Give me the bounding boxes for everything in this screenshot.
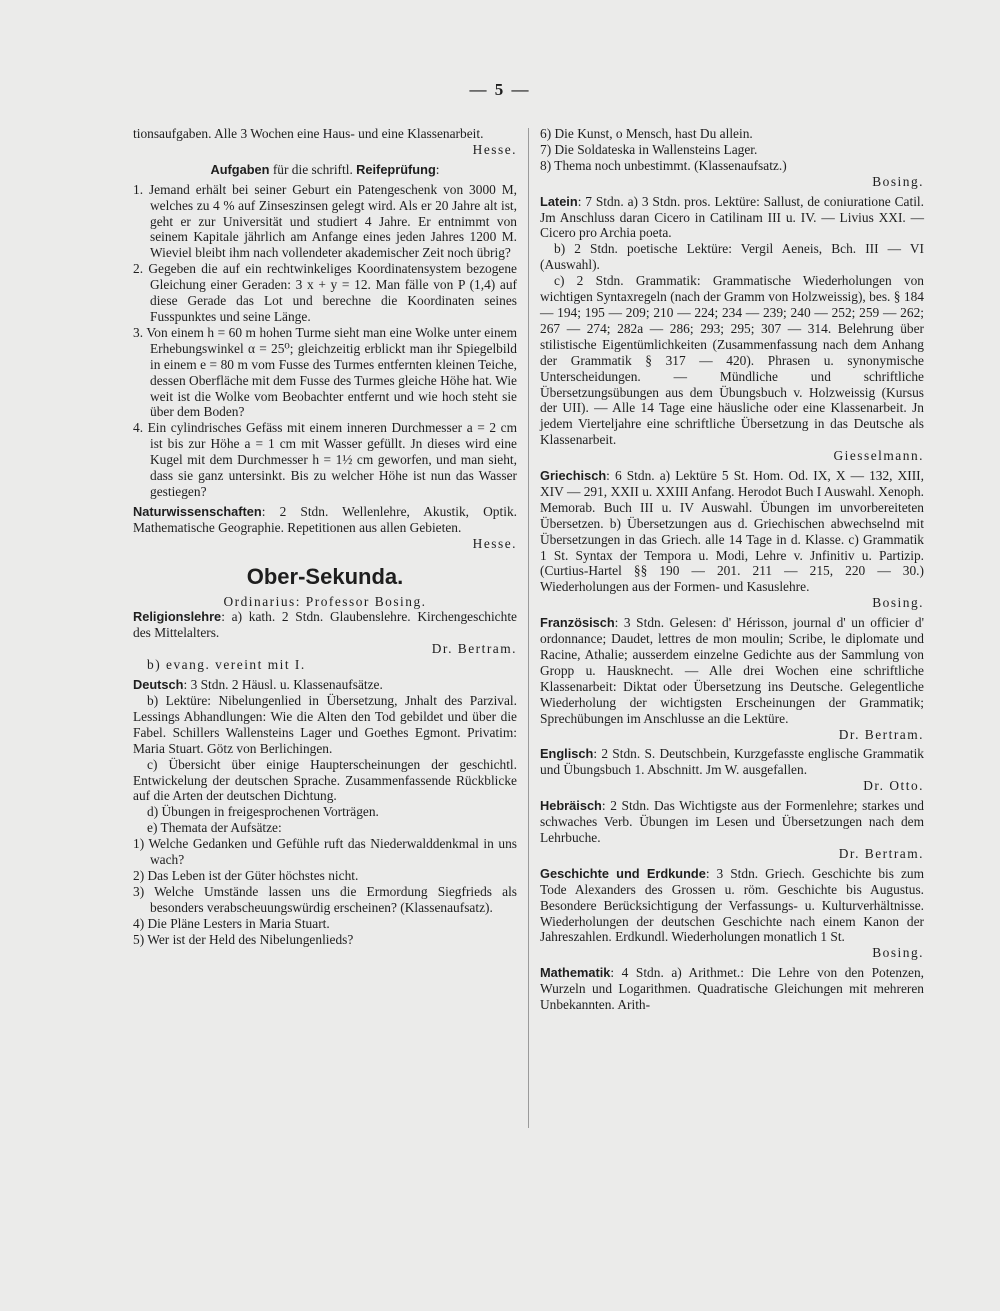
- englisch-signature: Dr. Otto.: [863, 778, 924, 794]
- latein-paragraph: [540, 194, 924, 242]
- religion-label: Religionslehre: [133, 609, 222, 625]
- intro-text: tionsaufgaben. Alle 3 Wochen eine Haus- und eine Klassenarbeit.: [133, 126, 484, 141]
- religion-paragraph: [133, 609, 517, 641]
- aufgaben-mid: für die schriftl.: [269, 161, 357, 177]
- deutsch-label: Deutsch: [133, 677, 184, 693]
- geschichte-text: : 3 Stdn. Griech. Geschichte bis zum Tode Alexanders des Grossen u. röm. Geschichte bis Augustus. Besondere Berücksichtigung der Verfassungs- u. Kulturverhältnisse. Wiederholungen der deutschen Geschichte nach einem Kanon der Jahreszahlen. Erdkundl. Wiederholungen monatlich 1 St.: [540, 865, 924, 945]
- problem-1: [133, 182, 517, 262]
- theme-num: 1): [133, 836, 145, 852]
- theme-text: Die Kunst, o Mensch, hast Du allein.: [554, 126, 753, 141]
- religion-signature: Dr. Bertram.: [431, 641, 517, 657]
- theme-7: [540, 142, 924, 158]
- theme-8: [540, 158, 924, 174]
- reifepruefung-label: Reifeprüfung: [356, 161, 436, 177]
- theme-text: Die Soldateska in Wallensteins Lager.: [554, 141, 758, 157]
- latein-c: c) 2 Stdn. Grammatik: Grammatische Wiederholungen von wichtigen Syntaxregeln (nach der Gramm von Holzweissig), bes. § 184 — 194; 195 — 209; 210 — 224; 234 — 239; 240 — 252; 259 — 262; 267 — 274; 282a — 286; 293; 295; 307 — 314. Belehrung über stilistische Eigentümlichkeiten (Zusammenfassung nach dem Anhang der Grammatik § 317 — 420). Phrasen u. synonymische Unterscheidungen. — Mündliche und schriftliche Übersetzungsübungen aus dem Übungsbuch v. Holzweissig (Kursus der UII). — Alle 14 Tage eine häusliche oder eine Klassenarbeit. Jn jedem Vierteljahre eine schriftliche Übersetzung in das Deutsche als Klassenarbeit.: [540, 273, 924, 448]
- deutsch-text: : 3 Stdn. 2 Häusl. u. Klassenaufsätze.: [183, 677, 383, 693]
- naturwissenschaften-paragraph: [133, 504, 517, 536]
- mathematik-label: Mathematik: [540, 965, 611, 981]
- problem-num: 4.: [133, 420, 144, 436]
- hebraeisch-paragraph: [540, 798, 924, 846]
- section-title: Ober-Sekunda.: [246, 563, 404, 589]
- aufgaben-heading: [133, 162, 517, 178]
- theme-text: Welche Gedanken und Gefühle ruft das Niederwalddenkmal in uns wach?: [148, 836, 518, 868]
- aufgaben-colon: :: [435, 161, 440, 177]
- hebraeisch-signature: Dr. Bertram.: [838, 845, 924, 861]
- latein-text: : 7 Stdn. a) 3 Stdn. pros. Lektüre: Sallust, de coniuratione Catil. Jm Anschluss daran Cicero in Catilinam III u. IV. — Livius XXI. — Cicero pro Archia poeta.: [540, 193, 924, 241]
- englisch-paragraph: [540, 746, 924, 778]
- problem-2: [133, 261, 517, 325]
- griechisch-paragraph: [540, 468, 924, 595]
- theme-5: [133, 932, 517, 948]
- problem-num: 2.: [133, 261, 144, 277]
- problem-3: [133, 325, 517, 420]
- naturwissenschaften-signature: Hesse.: [472, 535, 517, 551]
- problem-num: 3.: [133, 324, 144, 340]
- aufgaben-label: Aufgaben: [210, 161, 270, 177]
- deutsch-b: b) Lektüre: Nibelungenlied in Übersetzung, Jnhalt des Parzival. Lessings Abhandlungen: Wie die Alten den Tod gebildet und über die Fabel. Schillers Wallensteins Lager und Goethes Egmont. Privatim: Maria Stuart. Götz von Berlichingen.: [133, 693, 517, 756]
- theme-num: 7): [540, 141, 552, 157]
- geschichte-label: Geschichte und Erdkunde: [540, 865, 706, 881]
- problem-text: Jemand erhält bei seiner Geburt ein Patengeschenk von 3000 M, welches zu 4 % auf Zinseszinsen gelegt wird. Als er 20 Jahre alt ist, geht er zur Universität und studiert 4 Jahre. Er entnimmt von seinem Kapitale jährlich am Anfange eines jeden Jahres 1200 M. Wieviel bleibt ihm nach vollendeter akademischer Zeit noch übrig?: [148, 181, 517, 261]
- problem-text: Gegeben die auf ein rechtwinkeliges Koordinatensystem bezogene Gleichung einer Geraden: 3 x + y = 12. Man fälle von P (1,4) auf diese Gerade das Lot und berechne die Koordinaten seines Fusspunktes und seine Länge.: [148, 261, 517, 324]
- religion-text: : a) kath. 2 Stdn. Glaubenslehre. Kirchengeschichte des Mittelalters.: [133, 609, 517, 641]
- theme-num: 6): [540, 126, 552, 141]
- theme-text: Die Pläne Lesters in Maria Stuart.: [147, 915, 330, 931]
- franzoesisch-paragraph: [540, 615, 924, 726]
- theme-num: 5): [133, 931, 145, 947]
- griechisch-label: Griechisch: [540, 468, 607, 484]
- theme-num: 8): [540, 157, 552, 173]
- problem-4: [133, 420, 517, 500]
- englisch-label: Englisch: [540, 746, 594, 762]
- franzoesisch-signature: Dr. Bertram.: [838, 726, 924, 742]
- problem-text: Ein cylindrisches Gefäss mit einem inneren Durchmesser a = 2 cm ist bis zur Höhe a = 1 cm mit Wasser gefüllt. Jn dieses wird eine Kugel mit dem Durchmesser h = 1½ cm geworfen, und man sieht, dass sie ganz untersinkt. Bis zu welcher Höhe ist nun das Wasser gestiegen?: [147, 420, 517, 499]
- theme-1: [133, 836, 517, 868]
- latein-signature: Giesselmann.: [833, 448, 924, 464]
- theme-text: Wer ist der Held des Nibelungenlieds?: [147, 931, 354, 947]
- theme-text: Welche Umstände lassen uns die Ermordung Siegfrieds als besonders verabscheuungswürdig erscheinen? (Klassenaufsatz).: [150, 883, 517, 915]
- geschichte-paragraph: [540, 866, 924, 946]
- theme-2: [133, 868, 517, 884]
- griechisch-signature: Bosing.: [872, 595, 924, 611]
- column-divider: [528, 128, 529, 1128]
- naturwissenschaften-text: : 2 Stdn. Wellenlehre, Akustik, Optik. Mathematische Geographie. Repetitionen aus allen Gebieten.: [133, 503, 517, 535]
- franzoesisch-label: Französisch: [540, 615, 615, 631]
- hebraeisch-text: : 2 Stdn. Das Wichtigste aus der Formenlehre; starkes und schwaches Verb. Übungen im Lesen und Übersetzungen nach dem Lehrbuche.: [540, 798, 924, 845]
- themes-signature: Bosing.: [872, 173, 924, 189]
- theme-6: [540, 126, 924, 142]
- intro-paragraph: [133, 126, 517, 142]
- theme-num: 2): [133, 867, 145, 883]
- naturwissenschaften-label: Naturwissenschaften: [133, 503, 262, 519]
- theme-num: 4): [133, 915, 145, 931]
- hebraeisch-label: Hebräisch: [540, 798, 602, 814]
- geschichte-signature: Bosing.: [872, 945, 924, 961]
- religion-b: b) evang. vereint mit I.: [147, 657, 306, 673]
- franzoesisch-text: : 3 Stdn. Gelesen: d' Hérisson, journal d' un officier d' ordonnance; Daudet, lettres de mon moulin; Scribe, le diplomate und Racine, Athalie; ausserdem einzelne Gedichte aus der Sammlung von Gropp u. Hausknecht. — Alle drei Wochen eine schriftliche Klassenarbeit: Diktat oder Übersetzung ins Deutsche. Gelegentliche Wiederholung der wichtigsten Erscheinungen der Grammatik; Sprechübungen im Anschlusse an die Lektüre.: [540, 615, 924, 726]
- problem-text: Von einem h = 60 m hohen Turme sieht man eine Wolke unter einem Erhebungswinkel α = 25⁰; gleichzeitig erblickt man ihr Spiegelbild in einem e = 80 m vom Fusse des Turmes entfernten kleinen Teiche, dessen Oberfläche mit dem Fusse des Turmes gleiche Höhe hat. Wie weit ist die Wolke vom Beobachter entfernt und wie hoch steht sie über dem Boden?: [146, 324, 518, 420]
- deutsch-d: d) Übungen in freigesprochenen Vorträgen.: [147, 804, 379, 820]
- theme-3: [133, 884, 517, 916]
- mathematik-text: : 4 Stdn. a) Arithmet.: Die Lehre von den Potenzen, Wurzeln und Logarithmen. Quadratische Gleichungen mit mehreren Unbekannten. Arith-: [540, 965, 924, 1013]
- problem-num: 1.: [133, 181, 144, 197]
- mathematik-paragraph: [540, 965, 924, 1013]
- left-column: [133, 126, 517, 948]
- deutsch-c: c) Übersicht über einige Haupterscheinungen der geschichtl. Entwickelung der deutschen Sprache. Zusammenfassende Rückblicke auf die Arten der deutschen Dichtung.: [133, 756, 517, 804]
- theme-text: Das Leben ist der Güter höchstes nicht.: [147, 867, 359, 883]
- englisch-text: : 2 Stdn. S. Deutschbein, Kurzgefasste englische Grammatik und Übungsbuch 1. Abschnitt. Jm W. ausgefallen.: [540, 746, 924, 778]
- theme-4: [133, 916, 517, 932]
- griechisch-text: : 6 Stdn. a) Lektüre 5 St. Hom. Od. IX, X — 132, XIII, XIV — 291, XXII u. XXIII Anfang. Herodot Buch I Auswahl. Xenoph. Memorab. Buch III u. IV Auswahl. Übungen im unvorbereiteten Übersetzen. b) Übersetzungen aus d. Griechischen abwechselnd mit Übersetzungen in das Griech. alle 14 Tage in d. Klasse. c) Grammatik 1 St. Syntax der Tempora u. Modi, Lehre v. Jnfinitiv u. Partizip. (Curtius-Hartel §§ 190 — 201. 211 — 215, 220 — 30.) Wiederholungen aus der Formen- und Kasuslehre.: [540, 468, 924, 595]
- intro-signature: Hesse.: [472, 141, 517, 157]
- latein-b: b) 2 Stdn. poetische Lektüre: Vergil Aeneis, Bch. III — VI (Auswahl).: [540, 241, 924, 273]
- deutsch-e: e) Themata der Aufsätze:: [147, 820, 282, 836]
- right-column: [540, 126, 924, 1013]
- deutsch-paragraph: [133, 677, 517, 693]
- latein-label: Latein: [540, 193, 578, 209]
- page-number: — 5 —: [469, 80, 531, 99]
- ordinarius-line: Ordinarius: Professor Bosing.: [223, 593, 427, 609]
- theme-num: 3): [133, 883, 145, 899]
- theme-text: Thema noch unbestimmt. (Klassenaufsatz.): [554, 157, 787, 173]
